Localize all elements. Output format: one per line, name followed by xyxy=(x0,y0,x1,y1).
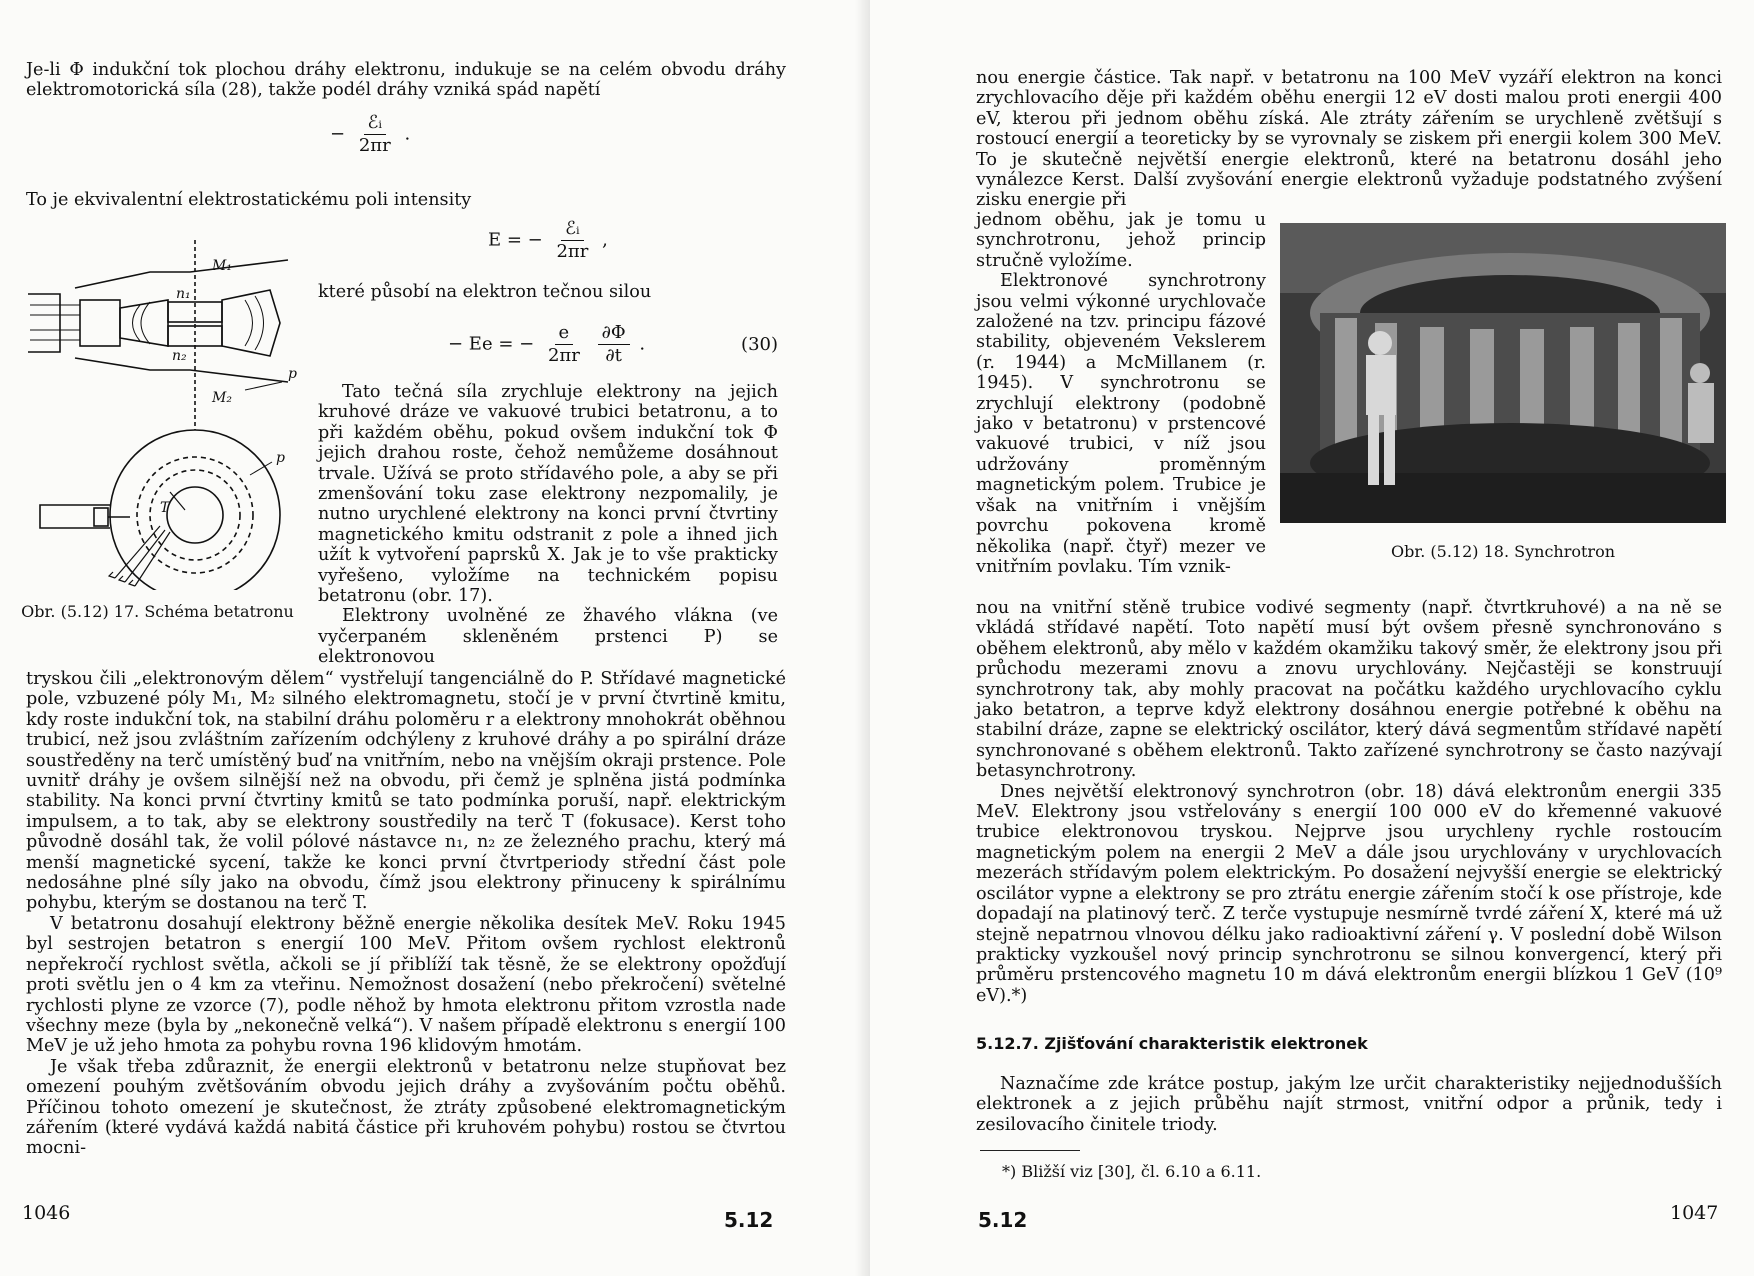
right-paragraph-characteristics: Naznačíme zde krátce postup, jakým lze určit charakteristiky nejjednodušších elektronek a z jejich průběhu najít strmost, vnitřní odpor a průnik, tedy i zesilovacího činitele triody. xyxy=(976,1074,1722,1135)
pole-piece-n2 xyxy=(168,326,222,346)
label-n2: n₂ xyxy=(172,348,187,364)
figure-18-caption: Obr. (5.12) 18. Synchrotron xyxy=(1390,542,1615,561)
ring-inner xyxy=(167,487,223,543)
left-page xyxy=(0,0,870,1276)
label-n1: n₁ xyxy=(176,286,191,302)
equation-field-intensity: E = − $\frac{\text{ℰᵢ}}{2\pi r}$ , xyxy=(488,218,608,262)
left-paragraph-field: To je ekvivalentní elektrostatickému poli intensity xyxy=(26,190,472,210)
section-heading-5-12-7: 5.12.7. Zjišťování charakteristik elektronek xyxy=(976,1034,1368,1053)
label-m1: M₁ xyxy=(212,258,232,274)
footnote: *) Bližší viz [30], čl. 6.10 a 6.11. xyxy=(1002,1162,1262,1181)
left-intro-paragraph: Je-li Φ indukční tok plochou dráhy elektronu, indukuje se na celém obvodu dráhy elektromotorická síla (28), takže podél dráhy vzniká spád napětí xyxy=(26,60,786,101)
equation-number: (30) xyxy=(741,334,778,355)
left-section-tag: 5.12 xyxy=(724,1208,774,1232)
figure-17-caption: Obr. (5.12) 17. Schéma betatronu xyxy=(21,602,294,621)
left-page-number: 1046 xyxy=(22,1202,71,1224)
synchrotron-photo xyxy=(1280,223,1726,523)
right-paragraph-segments: nou na vnitřní stěně trubice vodivé segmenty (např. čtvrtkruhové) a na ně se vkládá střídavé napětí. Toto napětí musí být ovšem přesně synchronováno s oběhem elektronů, aby mělo v každém okamžiku takový směr, že elektrony jsou při průchodu mezerami znovu a znovu urychlovány. Nejčastěji se konstruují synchrotrony tak, aby mohly pracovat na počátku každého urychlovacího cyklu jako betatron, a teprve když elektrony dosáhnou energie potřebné k oběhu na stabilní dráze, zapne se elektrický oscilátor, který dává segmentům střídavé napětí synchronované s oběhem elektronů. Takto zařízené synchrotrony se často nazývají betasynchrotrony. Dnes největší elektronový synchrotron (obr. 18) dává elektronům energii 335 MeV. Elektrony jsou vstřelovány s energií 100 000 eV do křemenné vakuové trubice elektronovou tryskou. Nejprve jsou urychleny rychle rostoucím magnetickým polem na energii 2 MeV a dále jsou urychlovány v urychlovacích mezerách střídavým polem elektrickým. Po dosažení nejvyšší energie se elektrický oscilátor vypne a elektrony se pro ztrátu energie zářením stočí k ose přístroje, kde dopadají na platinový terč. Z terče vystupuje nesmírně tvrdé záření X, které má už stejně nepatrnou vlnovou délku jako radioaktivní záření γ. V poslední době Wilson prakticky vyzkoušel nový princip synchrotronu se silnou konvergencí, který při průměru prstencového magnetu 10 m dává elektronům energii blízkou 1 GeV (10⁹ eV).*) xyxy=(976,598,1722,1006)
right-page-number: 1047 xyxy=(1670,1202,1719,1224)
equation-voltage-drop: − $\frac{\text{ℰᵢ}}{2\pi r}$ . xyxy=(330,112,411,156)
left-paragraph-gun: tryskou čili „elektronovým dělem“ vystřelují tangenciálně do P. Střídavé magnetické pole, vzbuzené póly M₁, M₂ silného elektromagnetu, stočí je v první čtvrtině kmitu, kdy roste indukční tok, na stabilní dráhu poloměru r a elektrony mnohokrát oběhnou trubicí, než jsou zvláštním zařízením odchýleny z kruhové dráhy a po spirální dráze soustředěny na terč umístěný buď na vnitřním, nebo na vnějším okraji prstence. Pole uvnitř dráhy je ovšem silnější než na obvodu, při čemž je splněna jistá podmínka stability. Na konci první čtvrtiny kmitů se tato podmínka poruší, např. elektrickým impulsem, a to tak, aby se elektrony soustředily na terč T (fokusace). Kerst toho původně dosáhl tak, že volil pólové nástavce n₁, n₂ ze železného prachu, který má menší magnetické sycení, takže ke konci první čtvrtperiody střední část pole nedosáhne plné síly jako na obvodu, čímž jsou elektrony přinuceny k spirálnímu pohybu, kterým se dostanou na terč T. V betatronu dosahují elektrony běžně energie několika desítek MeV. Roku 1945 byl sestrojen betatron s energií 100 MeV. Přitom ovšem rychlost elektronů nepřekročí rychlost světla, ačkoli se jí přiblíží tak těsně, že se elektrony opožďují proti světlu jen o 4 km za vteřinu. Nemožnost dosažení (nebo překročení) světelné rychlosti plyne ze vzorce (7), podle něhož by hmota elektronu přitom vzrostla nade všechny meze (byla by „nekonečně velká“). V našem případě elektronu s energií 100 MeV je už jeho hmota za pohybu rovna 196 klidovým hmotám. Je však třeba zdůraznit, že energii elektronů v betatronu nelze stupňovat bez omezení pouhým zvětšováním obvodu jejich dráhy a zvyšováním počtu oběhů. Příčinou tohoto omezení je skutečnost, že ztráty způsobené elektromagnetickým zářením (které vydává každá nabitá částice při kruhovém pohybu) rostou se čtvrtou mocni- xyxy=(26,669,786,1159)
vacuum-ring-outer xyxy=(110,430,280,590)
label-p-bottom: p xyxy=(276,450,285,466)
right-paragraph-radiation-loss: nou energie částice. Tak např. v betatronu na 100 MeV vyzáří elektron na konci zrychlovacího děje při každém oběhu energii 12 eV dosti malou proti energii 400 eV, kterou při jednom oběhu získá. Ale ztráty zářením se urychleně zvětšují s rostoucí energií a teoreticky by se vyrovnaly se ziskem při energii kolem 300 MeV. To je skutečně největší energie elektronů, které na betatronu dosáhl jeho vynálezce Kerst. Další zvyšování energie elektronů vyžaduje podstatného zvýšení zisku energie při xyxy=(976,68,1722,211)
equation-30: − Ee = − $\frac{e}{2\pi r}$ $\frac{\partial\Phi}{\partial t}$ . (30) xyxy=(448,322,778,366)
label-m2: M₂ xyxy=(212,390,232,406)
left-paragraph-force: které působí na elektron tečnou silou xyxy=(318,282,652,302)
right-narrow-column: jednom oběhu, jak je tomu u synchrotronu, jehož princip stručně vyložíme. Elektronové synchrotrony jsou velmi výkonné urychlovače založené na tzv. principu fázové stability, objeveném Vekslerem (r. 1944) a McMillanem (r. 1945). V synchrotronu se zrychlují elektrony (podobně jako v betatronu) v prstencové vakuové trubici, v níž jsou udržovány proměnným magnetickým polem. Trubice je však na vnitřním i vnějším povrchu pokovena kromě několika (např. čtyř) mezer ve vnitřním povlaku. Tím vznik- xyxy=(976,210,1266,577)
right-section-tag: 5.12 xyxy=(978,1208,1028,1232)
right-page xyxy=(870,0,1754,1276)
label-p-top: p xyxy=(288,366,297,382)
betatron-schematic-figure xyxy=(20,230,310,590)
footnote-rule xyxy=(980,1150,1080,1151)
left-paragraph-tangent-force: Tato tečná síla zrychluje elektrony na jejich kruhové dráze ve vakuové trubici betatronu, a to při každém oběhu, pokud ovšem indukční tok Φ jejich drahou roste, čehož nemůžeme dosáhnout trvale. Užívá se proto střídavého pole, a aby se při zmenšování toku zase elektrony nezpomalily, je nutno urychlené elektrony na konci první čtvrtiny magnetického kmitu odstranit z pole a ihned jich užít k vytvoření paprsků X. Jak je to vše prakticky vyřešeno, vyložíme na technickém popisu betatronu (obr. 17). Elektrony uvolněné ze žhavého vlákna (ve vyčerpaném skleněném prstenci P) se elektronovou xyxy=(318,382,778,668)
magnet-yoke-top xyxy=(75,260,288,288)
label-t: T xyxy=(160,500,170,516)
